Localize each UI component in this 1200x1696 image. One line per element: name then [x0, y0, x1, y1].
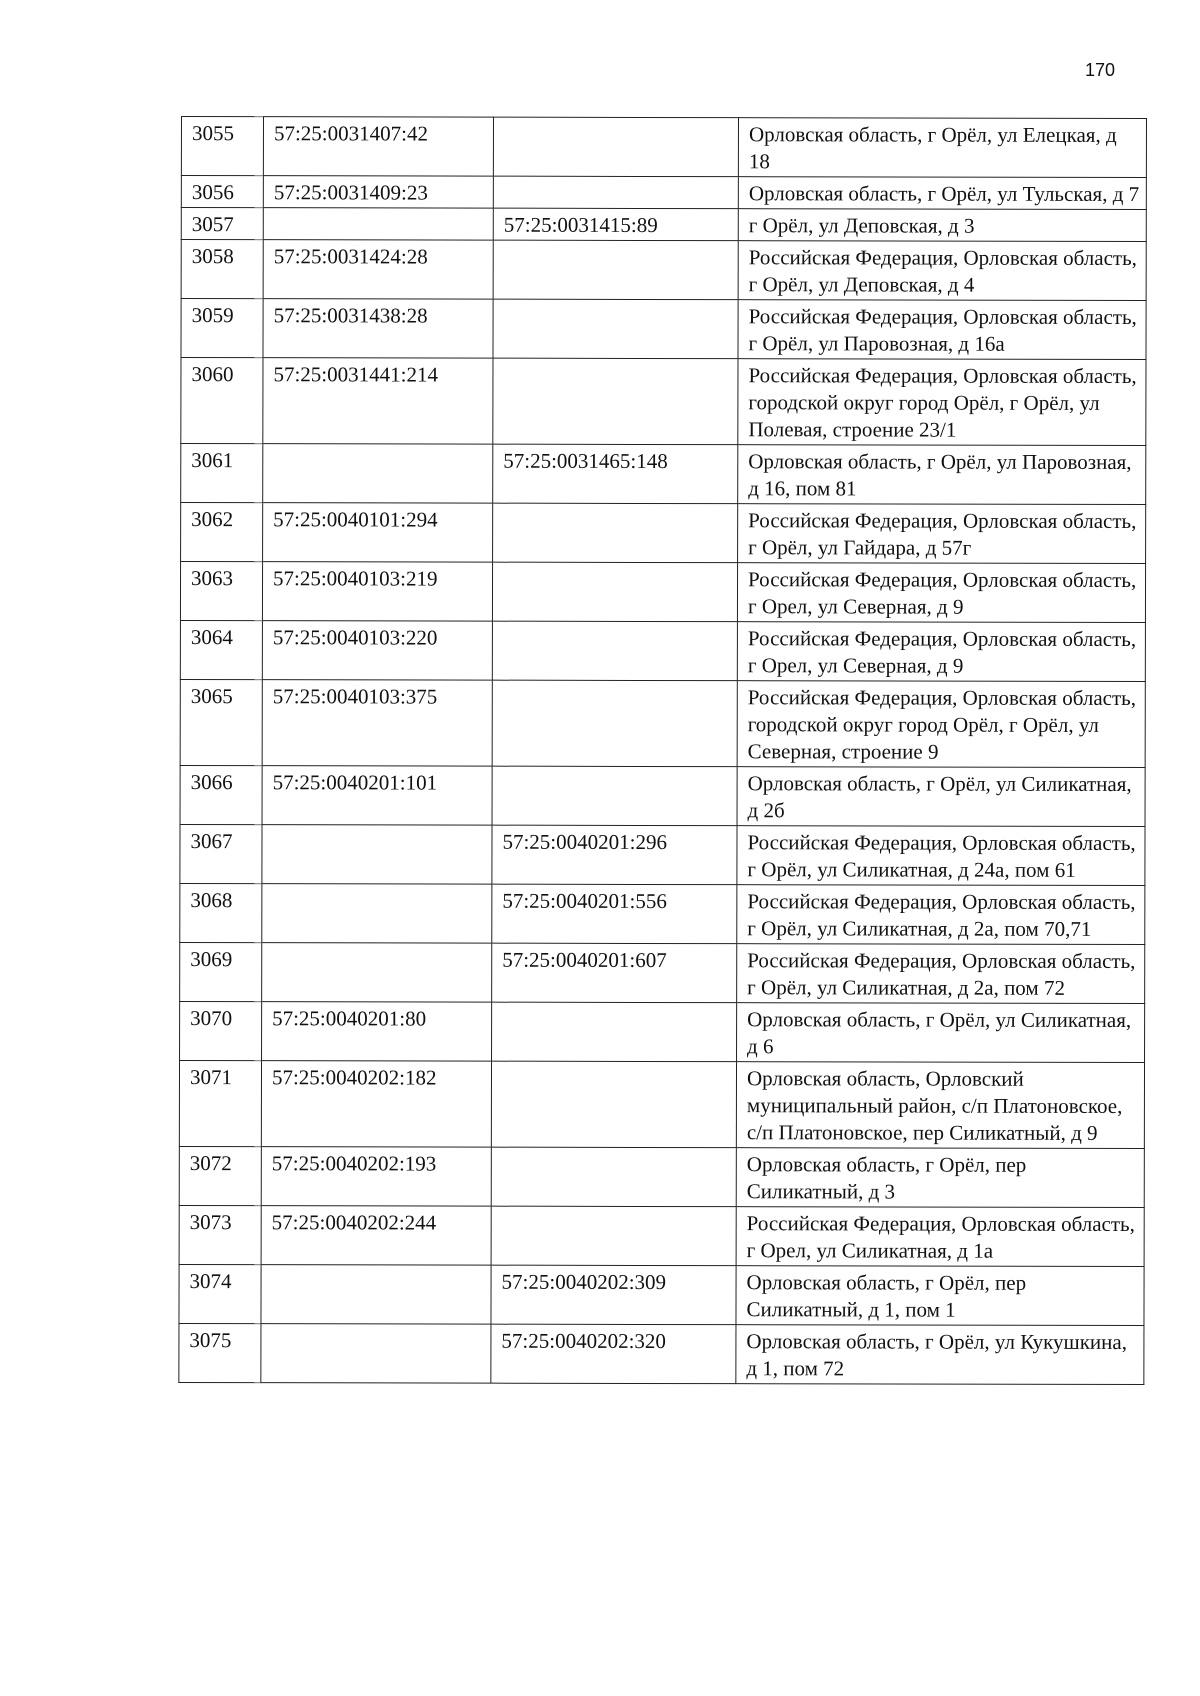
- address-cell: Орловская область, г Орёл, ул Силикатная, д 6: [737, 1003, 1145, 1063]
- table-row: [181, 176, 1146, 210]
- land-cadastral-number-cell: 57:25:0031441:214: [263, 358, 493, 444]
- address-cell: Российская Федерация, Орловская область, городской округ город Орёл, г Орёл, ул Северная, строение 9: [737, 681, 1145, 768]
- address-cell: г Орёл, ул Деповская, д 3: [738, 209, 1146, 242]
- object-cadastral-number-cell: [493, 299, 738, 359]
- land-cadastral-number-cell: 57:25:0040103:375: [262, 680, 492, 766]
- row-number-cell: 3057: [181, 208, 263, 240]
- object-cadastral-number-cell: [492, 562, 737, 622]
- table-row: [179, 1146, 1144, 1207]
- row-number-cell: 3071: [179, 1060, 261, 1146]
- object-cadastral-number-cell: [493, 358, 738, 445]
- object-cadastral-number-cell: [493, 503, 738, 563]
- land-cadastral-number-cell: 57:25:0031424:28: [263, 240, 493, 299]
- table-row: [180, 765, 1145, 826]
- object-cadastral-number-cell: 57:25:0040201:296: [492, 825, 737, 885]
- row-number-cell: 3056: [181, 176, 263, 208]
- object-cadastral-number-cell: [491, 1061, 736, 1148]
- row-number-cell: 3059: [181, 299, 263, 358]
- row-number-cell: 3062: [181, 503, 263, 562]
- row-number-cell: 3072: [179, 1146, 261, 1205]
- row-number-cell: 3063: [180, 562, 262, 621]
- table-row: [181, 208, 1146, 242]
- land-cadastral-number-cell: 57:25:0031409:23: [263, 176, 493, 208]
- address-cell: Орловская область, г Орёл, пер Силикатный, д 1, пом 1: [736, 1266, 1144, 1326]
- object-cadastral-number-cell: 57:25:0040202:309: [491, 1265, 736, 1325]
- address-cell: Российская Федерация, Орловская область, г Орёл, ул Паровозная, д 16а: [738, 300, 1146, 360]
- table-row: [181, 299, 1146, 360]
- registry-body: [179, 117, 1147, 1385]
- row-number-cell: 3066: [180, 765, 262, 824]
- object-cadastral-number-cell: [491, 1206, 736, 1266]
- address-cell: Российская Федерация, Орловская область, г Орёл, ул Силикатная, д 2а, пом 70,71: [737, 885, 1145, 945]
- address-cell: Орловская область, г Орёл, пер Силикатный, д 3: [736, 1148, 1144, 1208]
- address-cell: Орловская область, г Орёл, ул Силикатная, д 2б: [737, 767, 1145, 827]
- row-number-cell: 3075: [179, 1323, 261, 1382]
- table-row: [180, 942, 1145, 1003]
- property-registry-table: [178, 116, 1147, 1385]
- address-cell: Российская Федерация, Орловская область, городской округ город Орёл, г Орёл, ул Полевая, строение 23/1: [738, 359, 1146, 446]
- row-number-cell: 3064: [180, 620, 262, 679]
- table-row: [181, 358, 1146, 446]
- land-cadastral-number-cell: [262, 943, 492, 1002]
- land-cadastral-number-cell: 57:25:0040202:182: [261, 1061, 491, 1147]
- table-row: [181, 444, 1146, 505]
- land-cadastral-number-cell: 57:25:0040201:80: [262, 1002, 492, 1061]
- object-cadastral-number-cell: [492, 1002, 737, 1062]
- table-row: [180, 562, 1145, 623]
- land-cadastral-number-cell: 57:25:0040202:193: [261, 1147, 491, 1206]
- table-row: [180, 824, 1145, 885]
- address-cell: Орловская область, г Орёл, ул Тульская, д 7: [738, 177, 1146, 210]
- table-row: [179, 1323, 1144, 1384]
- land-cadastral-number-cell: 57:25:0040101:294: [263, 503, 493, 562]
- address-cell: Российская Федерация, Орловская область, г Орел, ул Северная, д 9: [737, 563, 1145, 623]
- object-cadastral-number-cell: [493, 117, 738, 177]
- object-cadastral-number-cell: 57:25:0031415:89: [493, 208, 738, 241]
- land-cadastral-number-cell: [263, 444, 493, 503]
- land-cadastral-number-cell: 57:25:0040103:220: [262, 621, 492, 680]
- table-row: [179, 1060, 1144, 1148]
- table-row: [180, 883, 1145, 944]
- address-cell: Орловская область, г Орёл, ул Елецкая, д 18: [738, 118, 1146, 178]
- object-cadastral-number-cell: [491, 1147, 736, 1207]
- object-cadastral-number-cell: 57:25:0031465:148: [493, 444, 738, 504]
- object-cadastral-number-cell: [493, 240, 738, 300]
- table-row: [181, 503, 1146, 564]
- object-cadastral-number-cell: 57:25:0040201:607: [492, 943, 737, 1003]
- object-cadastral-number-cell: [492, 680, 737, 767]
- address-cell: Российская Федерация, Орловская область, г Орёл, ул Силикатная, д 2а, пом 72: [737, 944, 1145, 1004]
- land-cadastral-number-cell: 57:25:0031407:42: [263, 117, 493, 176]
- address-cell: Российская Федерация, Орловская область, г Орёл, ул Силикатная, д 24а, пом 61: [737, 826, 1145, 886]
- table-row: [180, 679, 1145, 767]
- land-cadastral-number-cell: 57:25:0040103:219: [262, 562, 492, 621]
- address-cell: Орловская область, г Орёл, ул Кукушкина, д 1, пом 72: [736, 1325, 1144, 1385]
- row-number-cell: 3058: [181, 240, 263, 299]
- land-cadastral-number-cell: [261, 1265, 491, 1324]
- land-cadastral-number-cell: [262, 884, 492, 943]
- row-number-cell: 3073: [179, 1205, 261, 1264]
- table-row: [181, 117, 1146, 178]
- table-row: [179, 1205, 1144, 1266]
- object-cadastral-number-cell: 57:25:0040201:556: [492, 884, 737, 944]
- address-cell: Российская Федерация, Орловская область, г Орел, ул Северная, д 9: [737, 622, 1145, 682]
- table-row: [180, 620, 1145, 681]
- land-cadastral-number-cell: 57:25:0040202:244: [261, 1206, 491, 1265]
- row-number-cell: 3060: [181, 358, 263, 444]
- object-cadastral-number-cell: 57:25:0040202:320: [491, 1324, 736, 1384]
- address-cell: Российская Федерация, Орловская область, г Орел, ул Силикатная, д 1а: [736, 1207, 1144, 1267]
- land-cadastral-number-cell: [262, 825, 492, 884]
- land-cadastral-number-cell: [263, 208, 493, 240]
- row-number-cell: 3055: [181, 117, 263, 176]
- row-number-cell: 3065: [180, 679, 262, 765]
- row-number-cell: 3068: [180, 883, 262, 942]
- land-cadastral-number-cell: 57:25:0040201:101: [262, 766, 492, 825]
- table-row: [180, 1001, 1145, 1062]
- address-cell: Орловская область, Орловский муниципальный район, с/п Платоновское, с/п Платоновское, пер Силикатный, д 9: [736, 1062, 1144, 1149]
- land-cadastral-number-cell: 57:25:0031438:28: [263, 299, 493, 358]
- page-number: 170: [1085, 60, 1116, 80]
- land-cadastral-number-cell: [261, 1324, 491, 1383]
- object-cadastral-number-cell: [492, 766, 737, 826]
- object-cadastral-number-cell: [493, 176, 738, 209]
- table-row: [179, 1264, 1144, 1325]
- address-cell: Орловская область, г Орёл, ул Паровозная, д 16, пом 81: [738, 445, 1146, 505]
- row-number-cell: 3067: [180, 824, 262, 883]
- row-number-cell: 3074: [179, 1264, 261, 1323]
- row-number-cell: 3069: [180, 942, 262, 1001]
- address-cell: Российская Федерация, Орловская область, г Орёл, ул Деповская, д 4: [738, 241, 1146, 301]
- row-number-cell: 3061: [181, 444, 263, 503]
- object-cadastral-number-cell: [492, 621, 737, 681]
- address-cell: Российская Федерация, Орловская область, г Орёл, ул Гайдара, д 57г: [738, 504, 1146, 564]
- table-row: [181, 240, 1146, 301]
- row-number-cell: 3070: [180, 1001, 262, 1060]
